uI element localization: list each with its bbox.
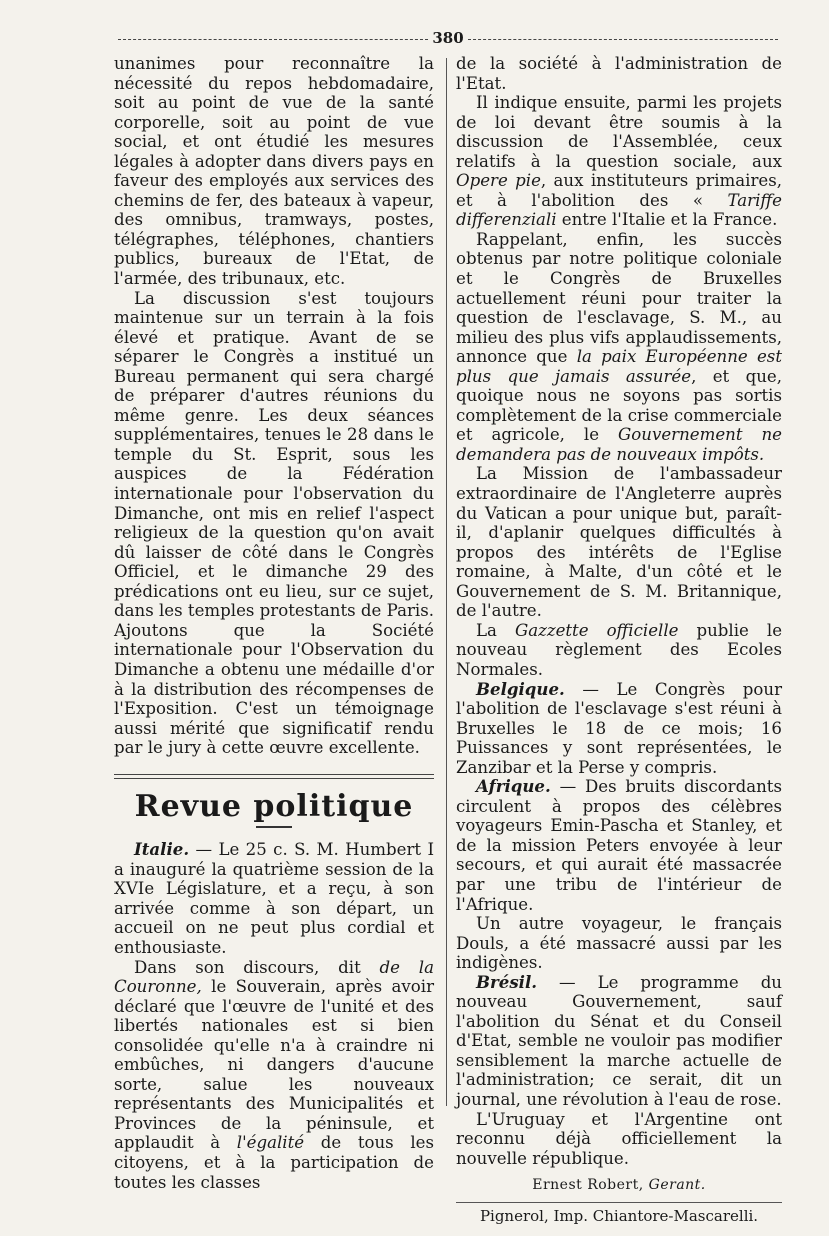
signature-rule [456,1202,782,1203]
para2-text-b: , aux instituteurs primaires, et à l'abolition des « [456,171,782,210]
bresil-text: — Le programme du nouveau Gouvernement, sauf l'abolition du Sénat et du Conseil d'Etat, semble ne vouloir pas modifier sensiblement la marche actuelle de l'administration; ce serait, dit un journal, une révolution à l'eau de rose. [456,972,782,1109]
right-paragraph-5 [456,621,782,680]
left-column [114,54,434,1192]
left-paragraph-2: La discussion s'est toujours maintenue sur un terrain à la fois élevé et pratique. Avant de se séparer le Congrès a institué un Bureau permanent qui sera chargé de préparer d'autres réunions du même genre. Les deux séances supplémentaires, tenues le 28 dans le temple du St. Esprit, sous les auspices de la Fédération internationale pour l'observation du Dimanche, ont mis en relief l'aspect religieux de la question qu'on avait dû laisser de côté dans le Congrès Officiel, et le dimanche 29 des prédications ont eu lieu, sur ce sujet, dans les temples protestants de Paris. Ajoutons que la Société internationale pour l'Observation du Dimanche a obtenu une médaille d'or à la distribution des récompenses de l'Exposition. C'est un témoignage aussi mérité que significatif rendu par le jury à cette œuvre excellente. [114,288,434,758]
column-divider [446,58,447,1106]
signature [456,1176,782,1196]
discours-emphasis-2: l'égalité [236,1133,305,1153]
para3-emphasis-1: la paix Européenne est plus que jamais assurée [456,347,782,386]
discours-text-a: Dans son discours, dit [134,957,380,977]
afrique-text: — Des bruits discordants circulent à propos des célèbres voyageurs Emin-Pascha et Stanley, et de la mission Peters envoyée à leur secours, et qui aurait été massacrée par une tribu de l'intérieur de l'Afrique. [456,777,782,914]
page-number: 380 [432,29,464,47]
afrique-paragraph [456,777,782,914]
belgique-text: — Le Congrès pour l'abolition de l'esclavage s'est réuni à Bruxelles le 18 de ce mois; 16 Puissances y sont représentées, le Zanzibar et la Perse y compris. [456,679,782,777]
title-rule [256,826,292,828]
right-paragraph-2 [456,93,782,230]
para5-text-b: publie le nouveau règlement des Ecoles Normales. [456,620,783,679]
country-label-bresil: Brésil. [476,971,538,992]
country-label-italie: Italie. [134,839,190,860]
uruguay-paragraph: L'Uruguay et l'Argentine ont reconnu déjà officiellement la nouvelle république. [456,1109,782,1168]
page-header [118,28,778,48]
printer-imprint: Pignerol, Imp. Chiantore-Mascarelli. [479,1206,759,1225]
header-rule-right [468,39,778,40]
right-paragraph-3 [456,230,782,465]
para5-text-a: La [476,620,515,640]
para3-emphasis-2: Gouvernement ne demandera pas de nouveaux impôts. [456,425,782,464]
signature-role: Gerant. [648,1177,706,1194]
bresil-paragraph [456,973,782,1110]
italie-text: — Le 25 c. S. M. Humbert I a inauguré la quatrième session de la XVIe Législature, et a reçu, à son arrivée comme à son départ, un accueil on ne peut plus cordial et enthousiaste. [114,840,434,957]
left-paragraph-1: unanimes pour reconnaître la nécessité du repos hebdomadaire, soit au point de vue de la santé corporelle, soit au point de vue social, et ont étudié les mesures légales à adopter dans divers pays en faveur des employés aux services des chemins de fer, des bateaux à vapeur, des omnibus, tramways, postes, télégraphes, téléphones, chantiers publics, bureaux de l'Etat, de l'armée, des tribunaux, etc. [114,54,434,289]
discours-emphasis-1: de la Couronne, [114,957,434,997]
para3-text-a: Rappelant, enfin, les succès obtenus par notre politique coloniale et le Congrès de Bruxelles actuellement réuni pour traiter la question de l'esclavage, S. M., au milieu des plus vifs applaudissements, annonce que [456,229,782,367]
section-separator [114,774,434,779]
italie-paragraph [114,840,434,957]
signature-name: Ernest Robert, [532,1177,644,1194]
discours-text-c: de tous les citoyens, et à la participation de toutes les classes [114,1133,434,1192]
para2-text-c: entre l'Italie et la France. [556,210,778,230]
para2-emphasis-2: Tariffe differenziali [456,190,782,230]
discours-text-b: le Souverain, après avoir déclaré que l'œuvre de l'unité et des libertés nationales est si bien consolidée qu'elle n'a à craindre ni embûches, ni dangers d'aucune sorte, salue les nouveaux représentants des Municipalités et Provinces de la péninsule, et applaudit à [114,977,434,1153]
right-paragraph-1: de la société à l'administration de l'Etat. [456,54,782,93]
para5-emphasis: Gazzette officielle [514,620,679,640]
country-label-afrique: Afrique. [476,776,551,797]
right-column [456,54,782,1226]
para2-text-a: Il indique ensuite, parmi les projets de loi devant être soumis à la discussion de l'Assemblée, ceux relatifs à la question sociale, aux [456,93,782,171]
para3-text-b: , et que, quoique nous ne soyons pas sortis complètement de la crise commerciale et agricole, le [456,366,783,445]
belgique-paragraph [456,680,782,778]
right-paragraph-4: La Mission de l'ambassadeur extraordinaire de l'Angleterre auprès du Vatican a pour unique but, paraît-il, d'aplanir quelques difficultés à propos des intérêts de l'Eglise romaine, à Malte, d'un côté et le Gouvernement de S. M. Britannique, de l'autre. [456,464,782,621]
discours-paragraph [114,958,434,1193]
para2-emphasis-1: Opere pie [456,171,541,191]
section-title: Revue politique [134,788,414,824]
country-label-belgique: Belgique. [476,678,565,699]
douls-paragraph: Un autre voyageur, le français Douls, a été massacré aussi par les indigènes. [456,914,782,973]
header-rule-left [118,39,428,40]
